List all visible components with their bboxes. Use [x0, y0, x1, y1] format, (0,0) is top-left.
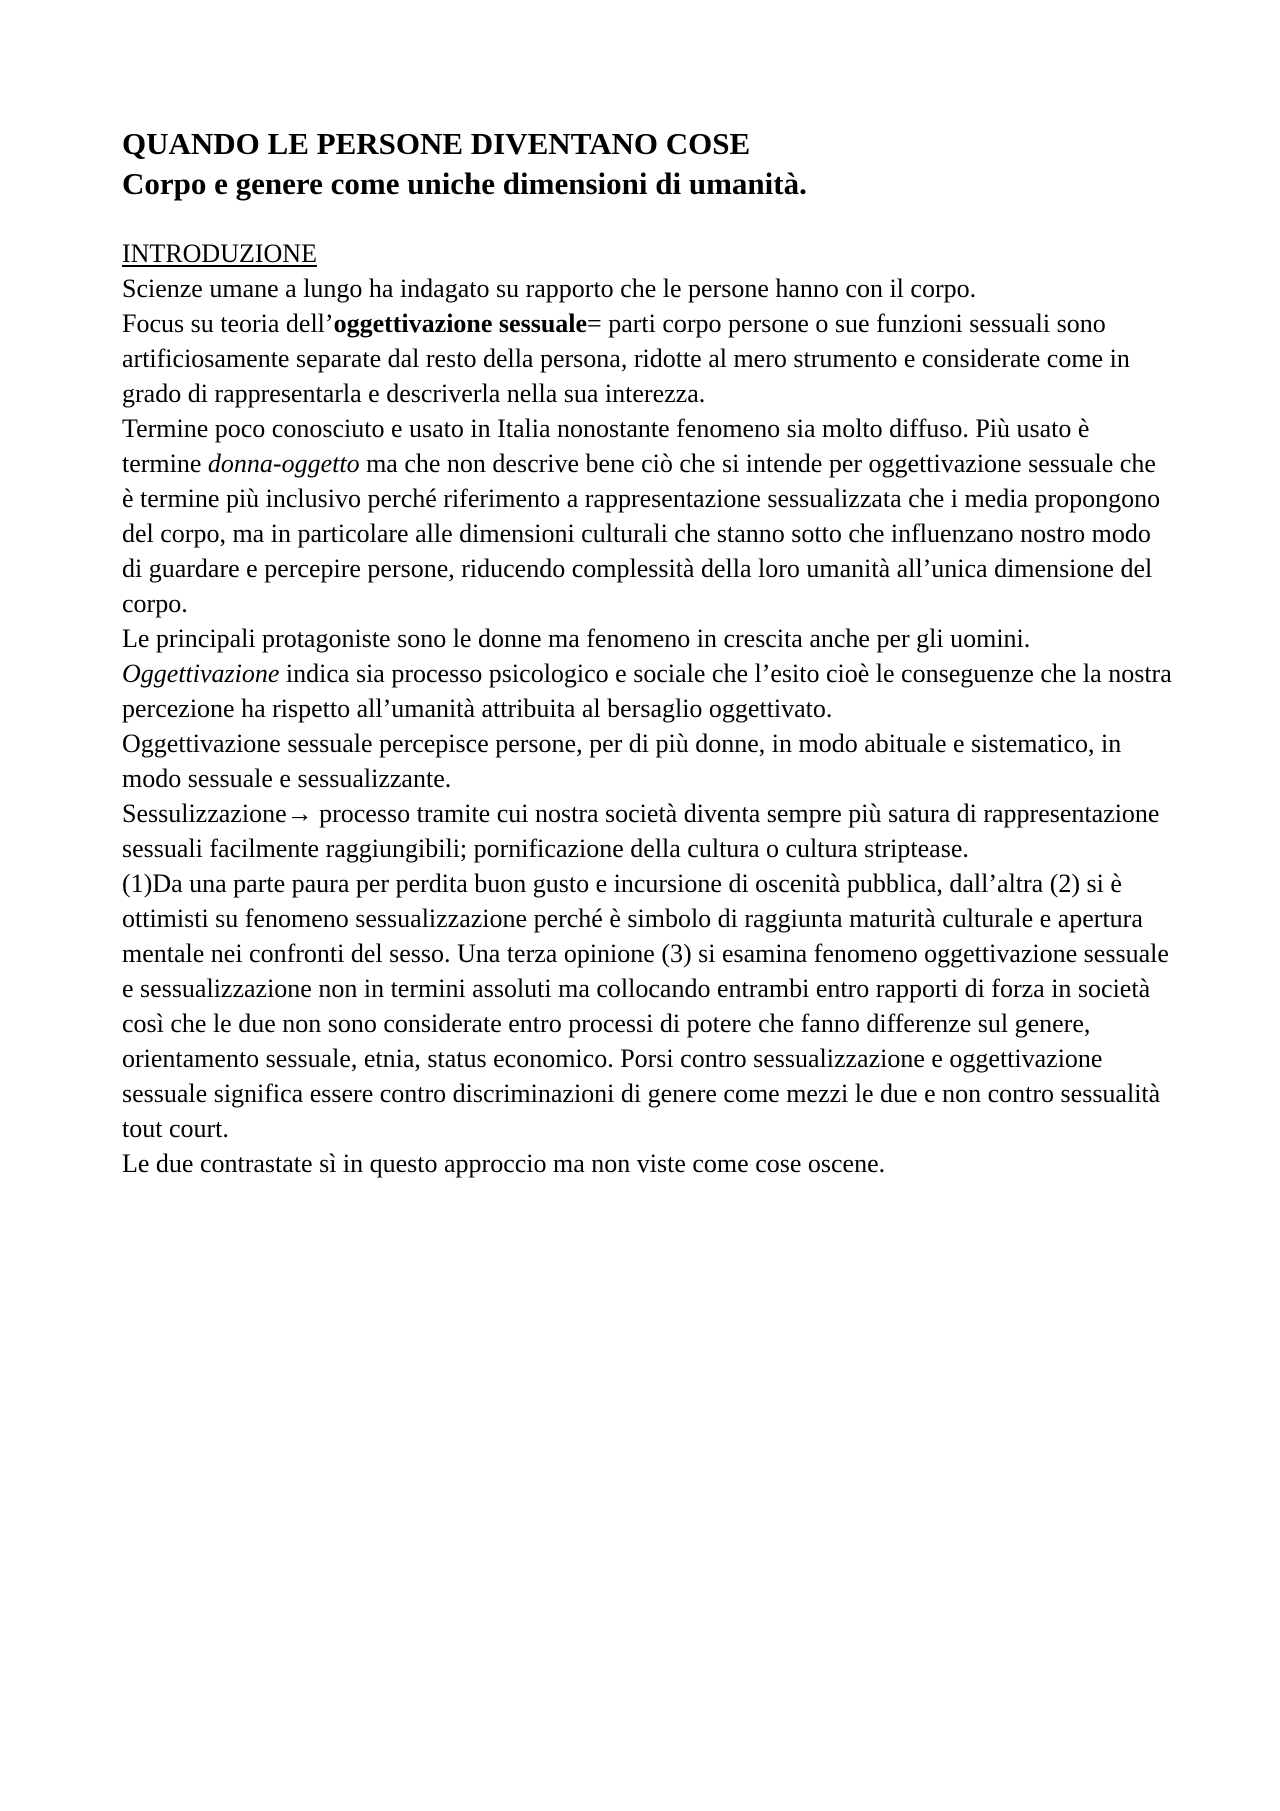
document-body — [122, 271, 1172, 1181]
section-heading-introduzione: INTRODUZIONE — [122, 239, 317, 268]
term-oggettivazione-sessuale: oggettivazione sessuale — [333, 309, 588, 338]
paragraph-1: Scienze umane a lungo ha indagato su rapporto che le persone hanno con il corpo. — [122, 274, 977, 303]
paragraph-7: Sessulizzazione→ processo tramite cui nostra società diventa sempre più satura di rappresentazione sessuali facilmente raggiungibili; pornificazione della cultura o cultura striptease. — [122, 799, 1160, 863]
paragraph-5 — [122, 656, 1172, 726]
document-content — [122, 124, 1172, 1181]
paragraph-6: Oggettivazione sessuale percepisce persone, per di più donne, in modo abituale e sistematico, in modo sessuale e sessualizzante. — [122, 729, 1122, 793]
term-oggettivazione: Oggettivazione — [122, 659, 280, 688]
term-donna-oggetto: donna-oggetto — [207, 449, 360, 478]
paragraph-3 — [122, 411, 1172, 621]
paragraph-9: Le due contrastate sì in questo approccio ma non viste come cose oscene. — [122, 1149, 886, 1178]
document-title: QUANDO LE PERSONE DIVENTANO COSE — [122, 126, 751, 161]
paragraph-4: Le principali protagoniste sono le donne ma fenomeno in crescita anche per gli uomini. — [122, 624, 1031, 653]
document-subtitle: Corpo e genere come uniche dimensioni di umanità. — [122, 166, 807, 201]
paragraph-3-text: Termine poco conosciuto e usato in Italia nonostante fenomeno sia molto diffuso. Più usato è termine — [122, 414, 1090, 478]
paragraph-8: (1)Da una parte paura per perdita buon gusto e incursione di oscenità pubblica, dall’altra (2) si è ottimisti su fenomeno sessualizzazione perché è simbolo di raggiunta maturità culturale e apertura mentale nei confronti del sesso. Una terza opinione (3) si esamina fenomeno oggettivazione sessuale e sessualizzazione non in termini assoluti ma collocando entrambi entro rapporti di forza in società così che le due non sono considerate entro processi di potere che fanno differenze sul genere, orientamento sessuale, etnia, status economico. Porsi contro sessualizzazione e oggettivazione sessuale significa essere contro discriminazioni di genere come mezzi le due e non contro sessualità tout court. — [122, 869, 1169, 1143]
paragraph-2-text-rest: = parti corpo persone o sue funzioni sessuali sono artificiosamente separate dal resto della persona, ridotte al mero strumento e considerate come in grado di rappresentarla e descriverla nella sua interezza. — [122, 309, 1130, 408]
paragraph-5-text: indica sia processo psicologico e sociale che l’esito cioè le conseguenze che la nostra percezione ha rispetto all’umanità attribuita al bersaglio oggettivato. — [122, 659, 1172, 723]
paragraph-3-text-rest: ma che non descrive bene ciò che si intende per oggettivazione sessuale che è termine più inclusivo perché riferimento a rappresentazione sessualizzata che i media propongono del corpo, ma in particolare alle dimensioni culturali che stanno sotto che influenzano nostro modo di guardare e percepire persone, riducendo complessità della loro umanità all’unica dimensione del corpo. — [122, 449, 1161, 618]
paragraph-2-text: Focus su teoria dell’ — [122, 309, 334, 338]
paragraph-2 — [122, 306, 1172, 411]
